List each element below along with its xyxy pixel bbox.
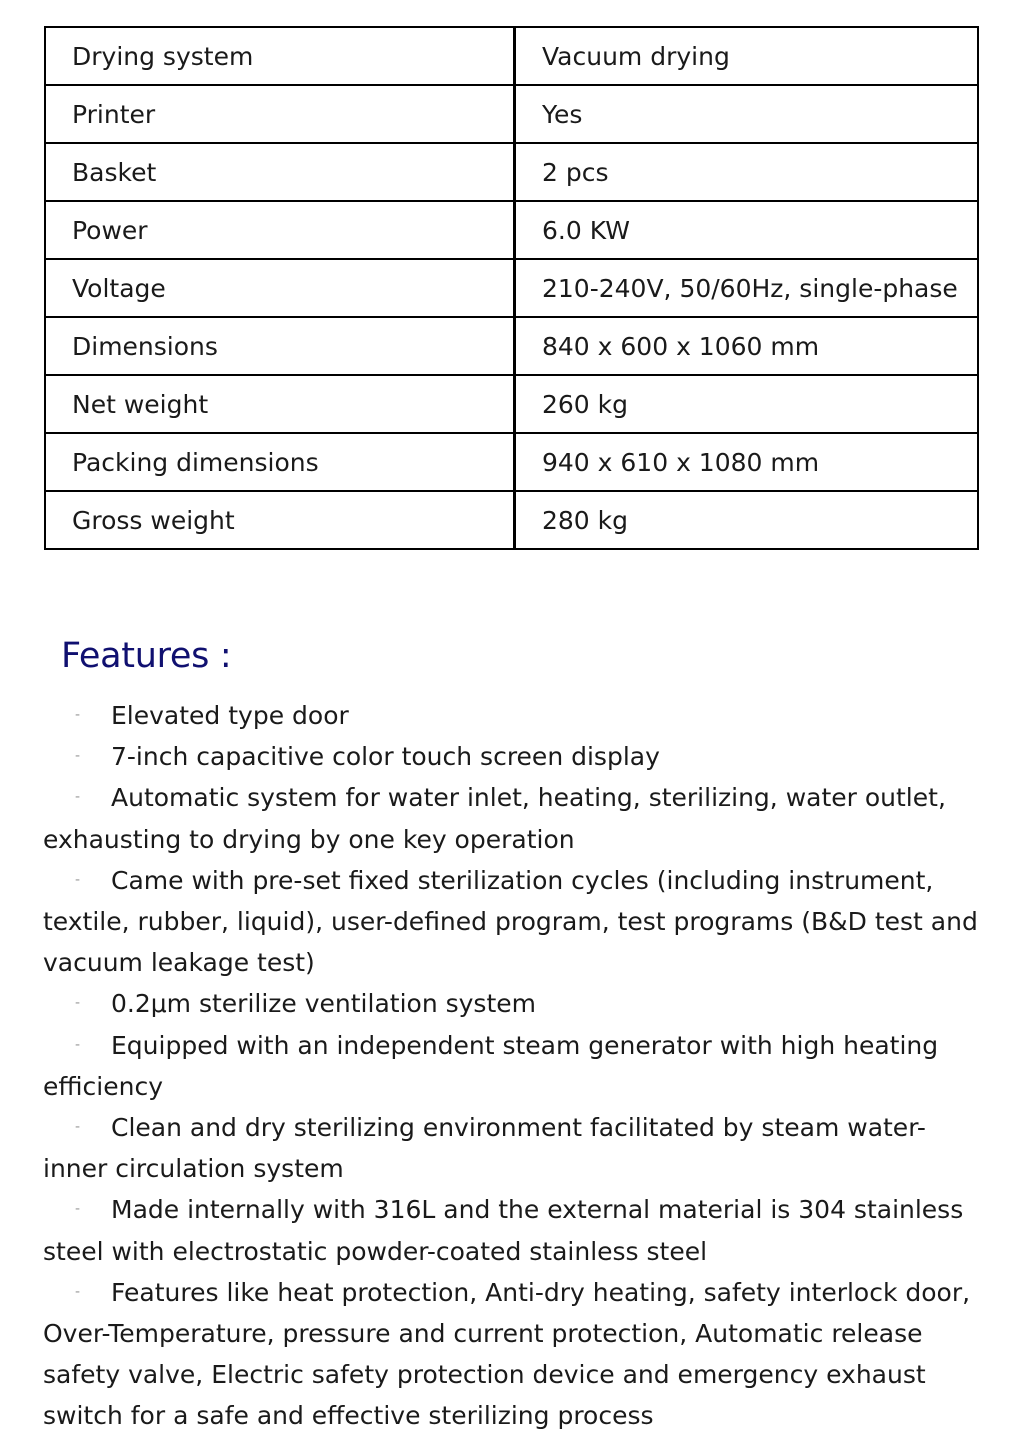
spec-value: 2 pcs (515, 143, 979, 201)
bullet-icon: - (75, 1036, 81, 1053)
feature-text: Came with pre-set fixed sterilization cycles (including instrument, textile, rubber, liquid), user-defined program, test programs (B&D test and vacuum leakage test) (43, 865, 978, 978)
feature-item (43, 1025, 983, 1107)
spec-table (44, 26, 979, 550)
spec-key: Printer (45, 85, 515, 143)
feature-text: Elevated type door (111, 701, 349, 730)
spec-value: 840 x 600 x 1060 mm (515, 317, 979, 375)
spec-value: 940 x 610 x 1080 mm (515, 433, 979, 491)
feature-item (43, 777, 983, 859)
table-row (45, 85, 978, 143)
feature-text: Automatic system for water inlet, heating, sterilizing, water outlet, exhausting to drying by one key operation (43, 783, 946, 854)
spec-value: Vacuum drying (515, 27, 979, 85)
feature-item (43, 1189, 983, 1271)
spec-key: Basket (45, 143, 515, 201)
spec-value: 6.0 KW (515, 201, 979, 259)
feature-text: 7-inch capacitive color touch screen display (111, 742, 660, 772)
bullet-icon: - (75, 1119, 81, 1136)
spec-value: 210-240V, 50/60Hz, single-phase (515, 259, 979, 317)
table-row (45, 491, 978, 549)
spec-key: Packing dimensions (45, 433, 515, 491)
spec-key: Power (45, 201, 515, 259)
feature-item (43, 983, 983, 1024)
features-list (43, 695, 983, 1437)
table-row (45, 27, 978, 85)
feature-text: Equipped with an independent steam generator with high heating efficiency (43, 1030, 939, 1101)
bullet-icon: - (75, 707, 81, 723)
spec-value: Yes (515, 85, 979, 143)
bullet-icon: - (75, 1201, 81, 1218)
spec-key: Dimensions (45, 317, 515, 375)
feature-text: 0.2μm sterilize ventilation system (111, 989, 536, 1019)
table-row (45, 201, 978, 259)
table-row (45, 317, 978, 375)
feature-item (43, 736, 983, 777)
feature-text: Features like heat protection, Anti-dry heating, safety interlock door, Over-Temperature, pressure and current protection, Automatic release safety valve, Electric safety protection device and emergency exhaust switch for a safe and effective sterilizing process (43, 1277, 971, 1431)
table-row (45, 433, 978, 491)
spec-value: 260 kg (515, 375, 979, 433)
feature-item (43, 695, 983, 736)
bullet-icon: - (75, 1283, 81, 1300)
feature-item (43, 1272, 983, 1437)
spec-key: Drying system (45, 27, 515, 85)
bullet-icon: - (75, 789, 81, 806)
spec-key: Net weight (45, 375, 515, 433)
features-heading: Features : (61, 636, 232, 676)
spec-value: 280 kg (515, 491, 979, 549)
spec-key: Voltage (45, 259, 515, 317)
table-row (45, 143, 978, 201)
bullet-icon: - (75, 748, 81, 765)
feature-text: Made internally with 316L and the external material is 304 stainless steel with electrostatic powder-coated stainless steel (43, 1195, 964, 1266)
feature-item (43, 1107, 983, 1189)
feature-text: Clean and dry sterilizing environment facilitated by steam water-inner circulation system (43, 1113, 926, 1184)
table-row (45, 259, 978, 317)
bullet-icon: - (75, 995, 81, 1012)
spec-key: Gross weight (45, 491, 515, 549)
bullet-icon: - (75, 871, 81, 888)
table-row (45, 375, 978, 433)
feature-item (43, 860, 983, 984)
